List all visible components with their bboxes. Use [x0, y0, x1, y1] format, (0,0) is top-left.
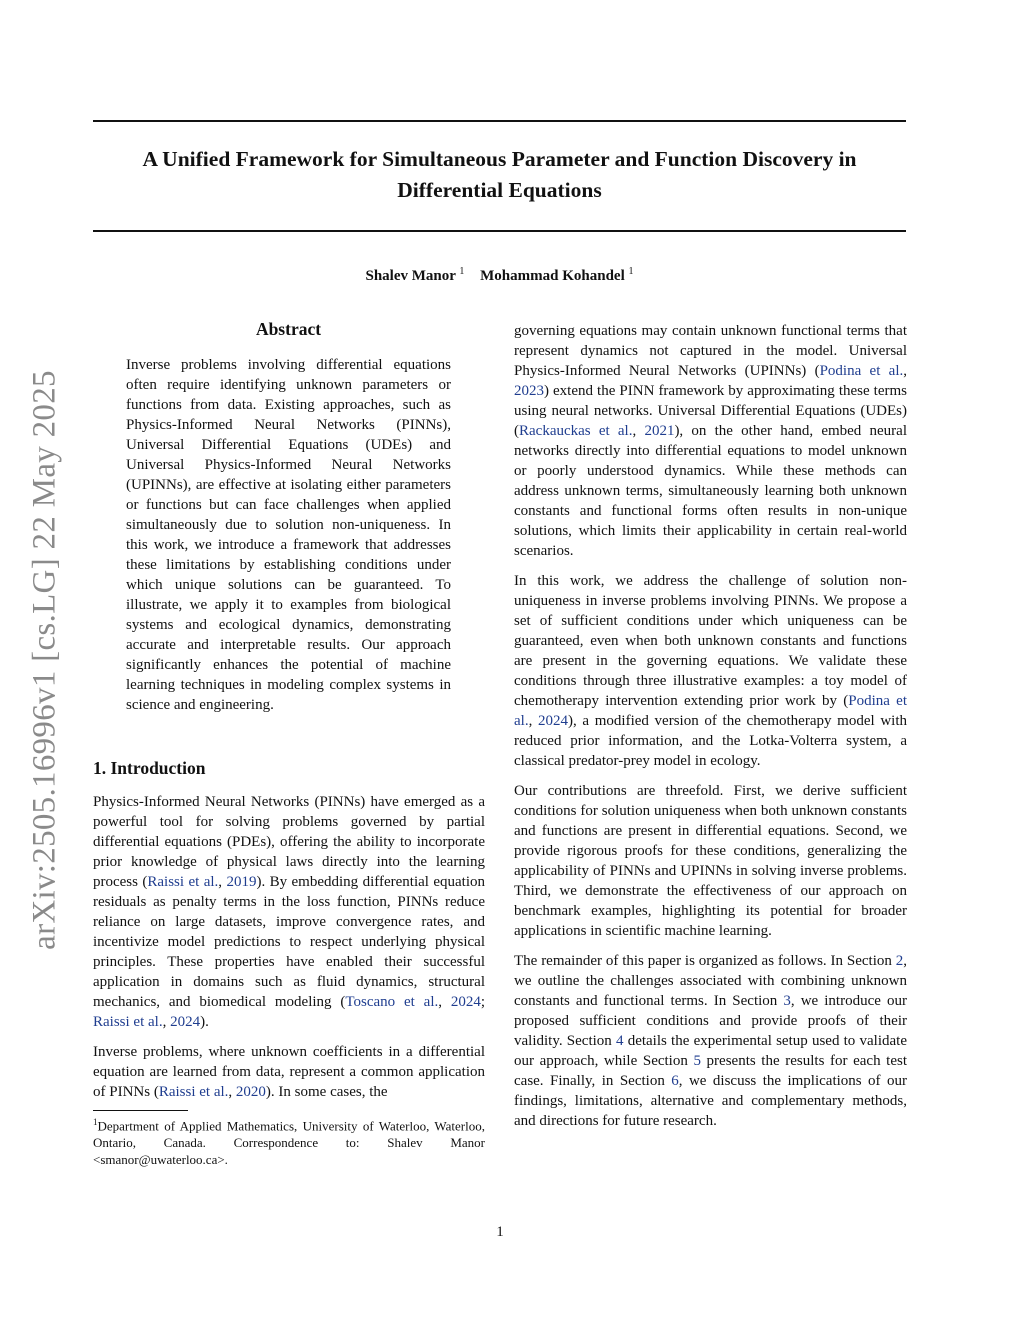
text-span: , we outline the challenges associated with combining unknown constants and functional terms. In Section	[514, 953, 907, 1009]
text-span: governing equations may contain unknown functional terms that represent dynamics not captured in the model. Universal Physics-Informed Neural Networks (UPINNs) (	[514, 323, 907, 379]
footnote	[93, 1114, 485, 1168]
footnote-rule	[93, 1110, 188, 1111]
text-span: , we discuss the implications of our findings, limitations, alternative and complementary methods, and directions for future research.	[514, 1073, 907, 1129]
text-span: The remainder of this paper is organized as follows. In Section	[514, 953, 896, 969]
section-ref-link[interactable]: 5	[693, 1053, 701, 1069]
text-span: ;	[480, 994, 486, 1010]
affiliation-mark: 1	[628, 266, 634, 277]
citation-link[interactable]: 2024	[450, 994, 481, 1010]
author-2	[480, 268, 633, 284]
text-span: ) extend the PINN framework by approximating these terms using neural networks. Universal Differential Equations (UDEs) (	[514, 383, 907, 439]
text-span: ,	[218, 874, 227, 890]
body-paragraph-4	[514, 951, 907, 1131]
body-paragraph-3: Our contributions are threefold. First, we derive sufficient conditions for solution uniqueness when both unknown constants and functions are present in differential equations. Second, we provide rigorous proofs for these conditions, generalizing the applicability of PINNs and UPINNs in solving inverse problems. Third, we demonstrate the effectiveness of our approach on benchmark examples, highlighting its potential for broader applications in scientific machine learning.	[514, 783, 907, 939]
text-span: ,	[903, 363, 907, 379]
intro-paragraph-1	[93, 792, 485, 1032]
left-column-body	[93, 792, 485, 1102]
title-rule-top	[93, 120, 906, 122]
right-column-body	[514, 321, 907, 1131]
affiliation-mark: 1	[459, 266, 465, 277]
text-span: ,	[438, 994, 451, 1010]
citation-link[interactable]: Raissi et al.	[147, 874, 219, 890]
text-span: Physics-Informed Neural Networks (PINNs) have emerged as a powerful tool for solving problems governed by partial differential equations (PDEs), offering the ability to incorporate prior knowledge of physical laws directly into the learning process (	[93, 794, 485, 890]
citation-link[interactable]: Podina et al.	[819, 363, 904, 379]
text-span: ), on the other hand, embed neural networks directly into differential equations to model unknown or poorly understood dynamics. While these methods can address unknown terms, simultaneously learning both unknown constants and functional forms often results in non-unique solutions, which limits their applicability in certain real-world scenarios.	[514, 423, 907, 559]
text-span: details the experimental setup used to validate our approach, while Section	[514, 1033, 907, 1069]
section-ref-link[interactable]: 2	[895, 953, 904, 969]
intro-paragraph-2	[93, 1042, 485, 1102]
body-paragraph-2	[514, 571, 907, 771]
text-span: presents the results for each test case. Finally, in Section	[514, 1053, 908, 1089]
citation-link[interactable]: 2020	[235, 1084, 266, 1100]
section-heading-introduction: 1. Introduction	[93, 758, 206, 778]
text-span: Inverse problems, where unknown coefficients in a differential equation are learned from data, represent a common application of PINNs (	[93, 1044, 485, 1100]
citation-link[interactable]: 2024	[538, 713, 568, 729]
abstract-heading: Abstract	[255, 319, 322, 339]
citation-link[interactable]: 2024	[170, 1014, 201, 1030]
footnote-mark: 1	[93, 1117, 98, 1127]
author-list	[93, 266, 906, 285]
section-ref-link[interactable]: 4	[616, 1033, 624, 1049]
footnote-text: Department of Applied Mathematics, University of Waterloo, Waterloo, Ontario, Canada. Correspondence to: Shalev Manor <smanor@uwaterloo.ca>.	[93, 1118, 485, 1168]
text-span: ,	[528, 713, 538, 729]
citation-link[interactable]: 2019	[226, 874, 257, 890]
text-span: ,	[632, 423, 645, 439]
author-name: Mohammad Kohandel	[480, 268, 625, 284]
text-span: , we introduce our proposed sufficient conditions and provide proofs of their validity. Section	[514, 993, 907, 1049]
page-number: 1	[496, 1224, 504, 1240]
text-span: ). In some cases, the	[265, 1084, 388, 1100]
text-span: ,	[228, 1084, 236, 1100]
citation-link[interactable]: Raissi et al.	[93, 1014, 163, 1030]
text-span: ), a modified version of the chemotherapy model with reduced prior information, and the Lotka-Volterra system, a classical predator-prey model in ecology.	[514, 713, 907, 769]
arxiv-identifier-stamp[interactable]: arXiv:2505.16996v1 [cs.LG] 22 May 2025	[26, 370, 63, 950]
text-span: In this work, we address the challenge of solution non-uniqueness in inverse problems involving PINNs. We propose a set of sufficient conditions under which uniqueness can be guaranteed, even when both unknown constants and functions are present in the governing equations. We validate these conditions through three illustrative examples: a toy model of chemotherapy intervention extending prior work by (	[514, 573, 907, 709]
citation-link[interactable]: 2021	[644, 423, 675, 439]
citation-link[interactable]: 2023	[514, 383, 544, 399]
citation-link[interactable]: Raissi et al.	[158, 1084, 229, 1100]
abstract-text	[126, 355, 451, 715]
text-span: ,	[162, 1014, 171, 1030]
text-span: ). By embedding differential equation residuals as penalty terms in the loss function, PINNs reduce reliance on large datasets, improve convergence rates, and incentivize model predictions to respect underlying physical principles. These properties have enabled their successful application in domains such as fluid dynamics, structural mechanics, and biomedical modeling (	[93, 874, 485, 1010]
section-ref-link[interactable]: 6	[671, 1073, 679, 1089]
paper-title: A Unified Framework for Simultaneous Parameter and Function Discovery in Differential Equations	[142, 147, 857, 202]
body-paragraph-1	[514, 321, 907, 561]
text-span: ).	[200, 1014, 209, 1030]
abstract-paragraph: Inverse problems involving differential equations often require identifying unknown parameters or functions from data. Existing approaches, such as Physics-Informed Neural Networks (PINNs), Universal Differential Equations (UDEs) and Universal Physics-Informed Neural Networks (UPINNs), are effective at isolating either parameters or functions but can face challenges when applied simultaneously due to solution non-uniqueness. In this work, we introduce a framework that addresses these limitations by establishing conditions under which unique solutions can be guaranteed. To illustrate, we apply it to examples from biological systems and ecological dynamics, demonstrating accurate and interpretable results. Our approach significantly enhances the potential of machine learning techniques in modeling complex systems in science and engineering.	[126, 357, 451, 713]
author-1	[365, 268, 464, 284]
title-rule-bottom	[93, 230, 906, 232]
citation-link[interactable]: Podina et al.	[514, 693, 908, 729]
citation-link[interactable]: Toscano et al.	[345, 994, 439, 1010]
section-ref-link[interactable]: 3	[783, 993, 791, 1009]
citation-link[interactable]: Rackauckas et al.	[519, 423, 633, 439]
author-name: Shalev Manor	[365, 268, 456, 284]
